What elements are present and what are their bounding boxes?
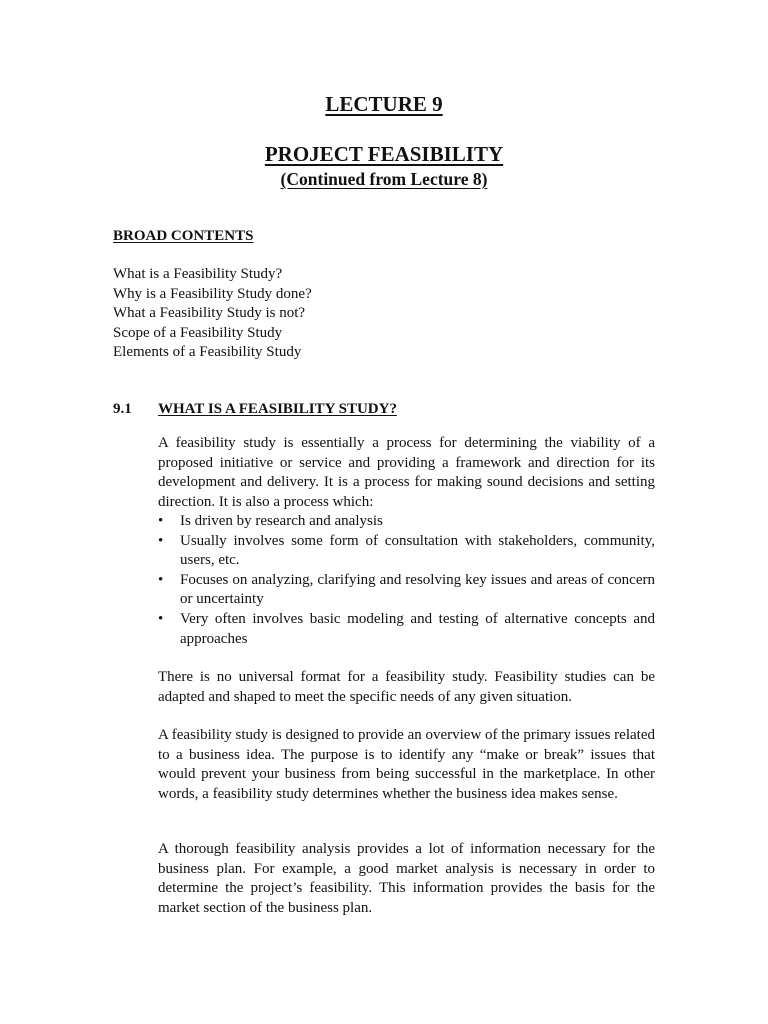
bullet-item [158,532,655,571]
contents-item: Scope of a Feasibility Study [113,324,283,341]
bullet-item [158,571,655,610]
overview-paragraph: A feasibility study is designed to provide an overview of the primary issues related to a business idea. The purpose is to identify any “make or break” issues that would prevent your business from being successful in the marketplace. In other words, a feasibility study determines whether the business idea makes sense. [158,727,655,802]
process-bullet-list [158,512,655,649]
lecture-title: PROJECT FEASIBILITY [264,142,504,166]
bullet-icon: • [158,610,164,627]
bullet-text: Usually involves some form of consultation with stakeholders, community, users, etc. [180,532,655,569]
bullet-icon: • [158,532,164,549]
bullet-item [158,610,655,649]
continued-note: (Continued from Lecture 8) [280,169,488,189]
contents-item: Elements of a Feasibility Study [113,344,302,361]
bullet-text: Focuses on analyzing, clarifying and resolving key issues and areas of concern or uncertainty [180,571,655,608]
bullet-item [158,512,655,532]
contents-item: What is a Feasibility Study? [113,266,283,282]
intro-paragraph: A feasibility study is essentially a process for determining the viability of a proposed initiative or service and providing a framework and direction for its development and delivery. It is a process for making sound decisions and setting direction. It is also a process which: [158,435,655,510]
format-paragraph: There is no universal format for a feasibility study. Feasibility studies can be adapted and shaped to meet the specific needs of any given situation. [158,669,655,705]
broad-contents-heading: BROAD CONTENTS [113,228,254,244]
bullet-icon: • [158,571,164,588]
section-title: WHAT IS A FEASIBILITY STUDY? [158,401,397,417]
contents-item: What a Feasibility Study is not? [113,305,306,322]
contents-item: Why is a Feasibility Study done? [113,285,312,302]
bullet-icon: • [158,513,164,529]
section-number: 9.1 [113,401,132,417]
business-plan-paragraph: A thorough feasibility analysis provides a lot of information necessary for the business plan. For example, a good market analysis is necessary in order to determine the project’s feasibility. This information provides the basis for the market section of the business plan. [158,841,655,916]
lecture-number-heading: LECTURE 9 [325,92,443,116]
bullet-text: Very often involves basic modeling and testing of alternative concepts and approaches [180,610,655,647]
bullet-text: Is driven by research and analysis [180,513,383,529]
broad-contents-list [113,265,312,363]
